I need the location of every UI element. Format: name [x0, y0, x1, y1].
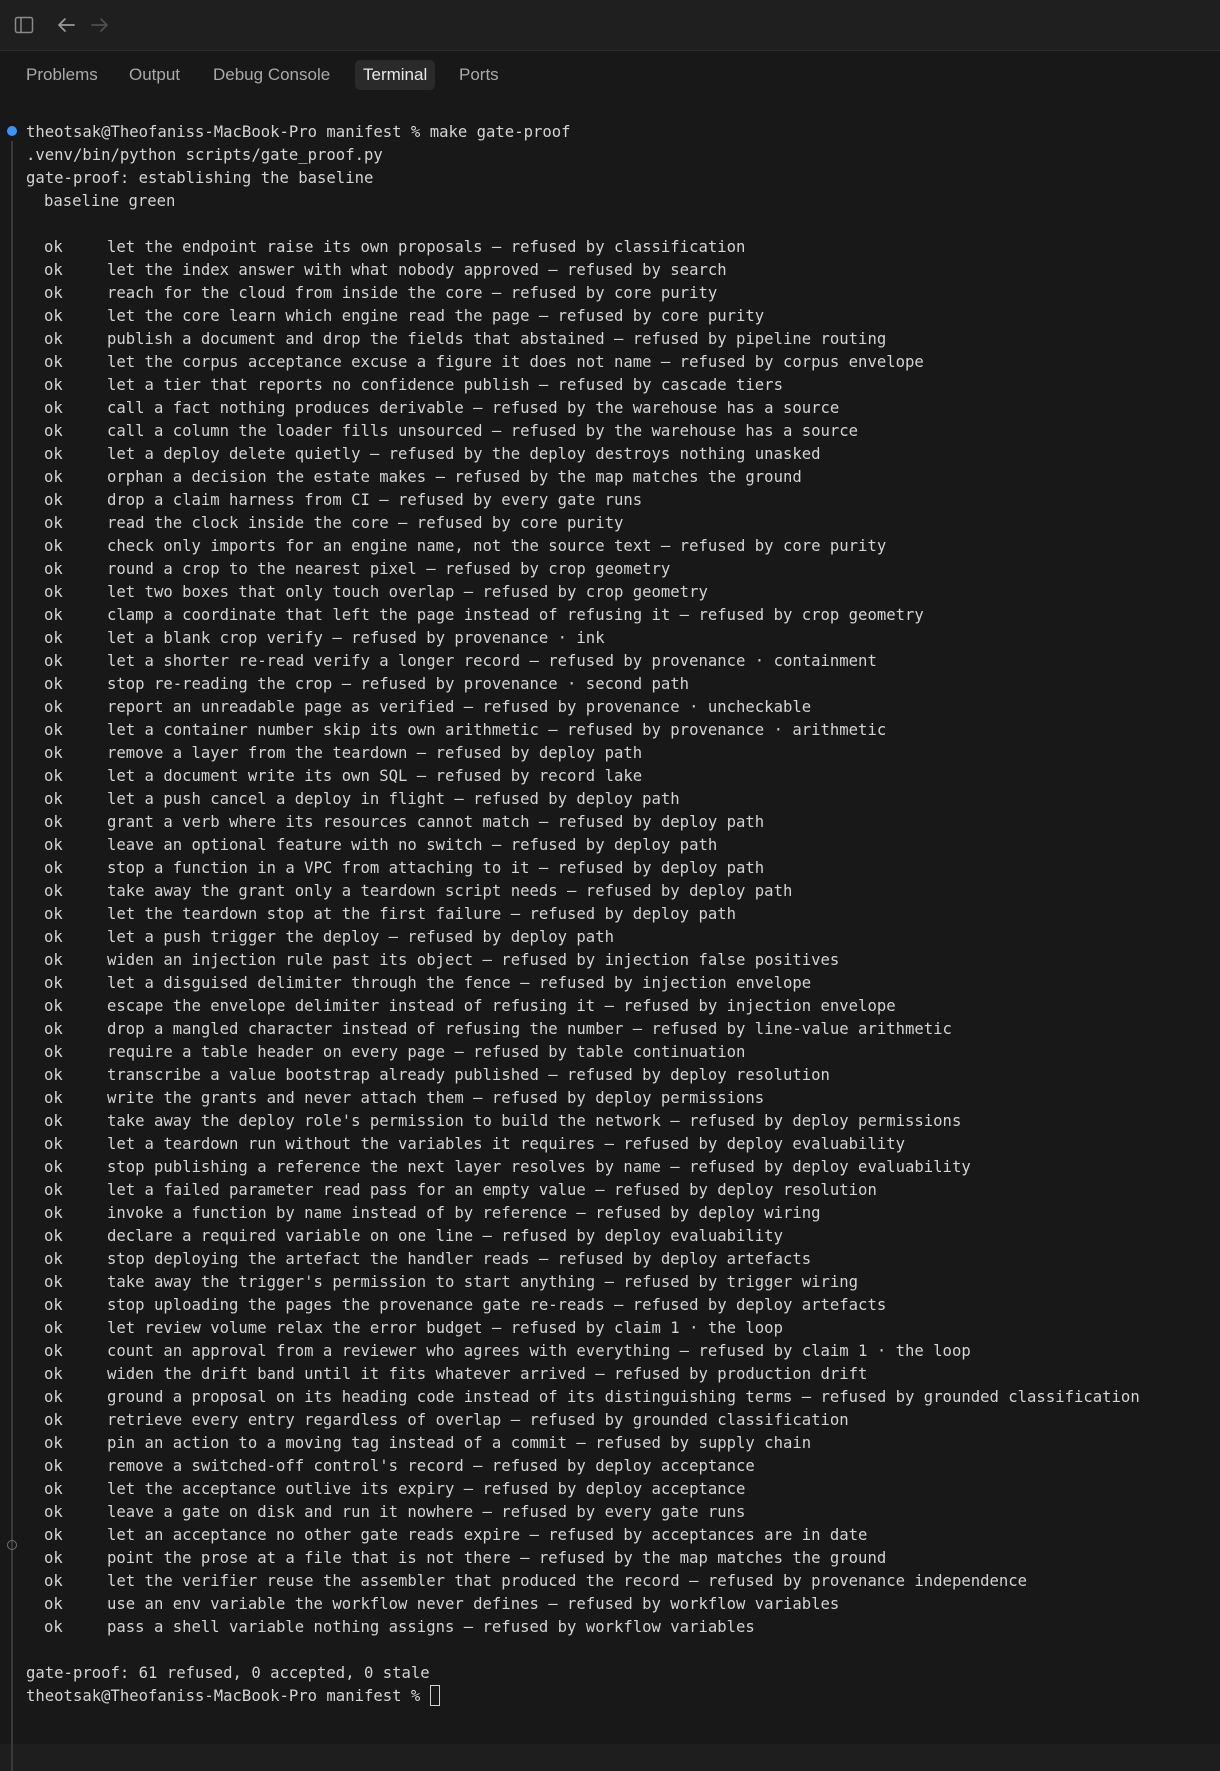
result-line — [26, 489, 1140, 512]
result-text: let a container number skip its own arithmetic — refused by provenance · arithmetic — [107, 721, 887, 739]
result-text: let the corpus acceptance excuse a figure it does not name — refused by corpus envelope — [107, 353, 924, 371]
result-line — [26, 443, 1140, 466]
result-text: drop a mangled character instead of refusing the number — refused by line-value arithmetic — [107, 1020, 952, 1038]
result-line — [26, 1501, 1140, 1524]
result-text: let a shorter re-read verify a longer record — refused by provenance · containment — [107, 652, 877, 670]
result-line — [26, 1616, 1140, 1639]
tab-ports[interactable]: Ports — [459, 65, 499, 84]
result-status: ok — [44, 307, 63, 325]
result-text: let a tier that reports no confidence publish — refused by cascade tiers — [107, 376, 783, 394]
summary-line: gate-proof: 61 refused, 0 accepted, 0 stale — [26, 1664, 430, 1682]
result-status: ok — [44, 1135, 63, 1153]
result-text: retrieve every entry regardless of overlap — refused by grounded classification — [107, 1411, 849, 1429]
result-text: drop a claim harness from CI — refused by every gate runs — [107, 491, 643, 509]
result-line — [26, 1478, 1140, 1501]
result-status: ok — [44, 537, 63, 555]
result-text: leave an optional feature with no switch — refused by deploy path — [107, 836, 718, 854]
result-line — [26, 1179, 1140, 1202]
result-line — [26, 857, 1140, 880]
result-status: ok — [44, 1089, 63, 1107]
result-text: pin an action to a moving tag instead of a commit — refused by supply chain — [107, 1434, 812, 1452]
result-text: stop deploying the artefact the handler reads — refused by deploy artefacts — [107, 1250, 812, 1268]
result-text: pass a shell variable nothing assigns — refused by workflow variables — [107, 1618, 755, 1636]
result-line — [26, 1133, 1140, 1156]
result-status: ok — [44, 1158, 63, 1176]
result-status: ok — [44, 376, 63, 394]
result-line — [26, 926, 1140, 949]
result-text: call a fact nothing produces derivable — refused by the warehouse has a source — [107, 399, 840, 417]
result-line — [26, 788, 1140, 811]
terminal-panel[interactable] — [0, 97, 1220, 1744]
result-text: round a crop to the nearest pixel — refused by crop geometry — [107, 560, 671, 578]
result-text: let the acceptance outlive its expiry — refused by deploy acceptance — [107, 1480, 746, 1498]
result-text: stop re-reading the crop — refused by provenance · second path — [107, 675, 690, 693]
result-status: ok — [44, 882, 63, 900]
result-status: ok — [44, 675, 63, 693]
result-status: ok — [44, 399, 63, 417]
result-text: check only imports for an engine name, not the source text — refused by core purity — [107, 537, 887, 555]
result-text: leave a gate on disk and run it nowhere — refused by every gate runs — [107, 1503, 746, 1521]
result-text: stop publishing a reference the next layer resolves by name — refused by deploy evaluability — [107, 1158, 971, 1176]
result-status: ok — [44, 997, 63, 1015]
result-line — [26, 420, 1140, 443]
result-status: ok — [44, 1181, 63, 1199]
result-status: ok — [44, 514, 63, 532]
result-text: let a push trigger the deploy — refused by deploy path — [107, 928, 614, 946]
result-line — [26, 1248, 1140, 1271]
result-status: ok — [44, 1204, 63, 1222]
result-line — [26, 305, 1140, 328]
result-status: ok — [44, 1273, 63, 1291]
result-line — [26, 1110, 1140, 1133]
prompt-line[interactable] — [26, 1685, 1140, 1708]
result-line — [26, 282, 1140, 305]
result-status: ok — [44, 790, 63, 808]
result-text: stop uploading the pages the provenance gate re-reads — refused by deploy artefacts — [107, 1296, 887, 1314]
result-line — [26, 880, 1140, 903]
result-text: remove a switched-off control's record — refused by deploy acceptance — [107, 1457, 755, 1475]
output-line: .venv/bin/python scripts/gate_proof.py — [26, 146, 383, 164]
result-text: count an approval from a reviewer who agrees with everything — refused by claim 1 · the loop — [107, 1342, 971, 1360]
result-text: let a deploy delete quietly — refused by the deploy destroys nothing unasked — [107, 445, 821, 463]
result-status: ok — [44, 1388, 63, 1406]
result-text: escape the envelope delimiter instead of refusing it — refused by injection envelope — [107, 997, 896, 1015]
result-text: declare a required variable on one line — refused by deploy evaluability — [107, 1227, 783, 1245]
result-text: let review volume relax the error budget — refused by claim 1 · the loop — [107, 1319, 783, 1337]
result-status: ok — [44, 974, 63, 992]
result-line — [26, 1432, 1140, 1455]
result-text: reach for the cloud from inside the core — refused by core purity — [107, 284, 718, 302]
result-status: ok — [44, 767, 63, 785]
result-status: ok — [44, 1434, 63, 1452]
result-status: ok — [44, 859, 63, 877]
result-status: ok — [44, 1526, 63, 1544]
result-line — [26, 397, 1140, 420]
result-line — [26, 374, 1140, 397]
result-text: let the endpoint raise its own proposals — refused by classification — [107, 238, 746, 256]
result-line — [26, 1225, 1140, 1248]
result-line — [26, 834, 1140, 857]
result-text: take away the trigger's permission to start anything — refused by trigger wiring — [107, 1273, 859, 1291]
result-text: invoke a function by name instead of by reference — refused by deploy wiring — [107, 1204, 821, 1222]
result-line — [26, 742, 1140, 765]
result-status: ok — [44, 629, 63, 647]
result-text: let the index answer with what nobody approved — refused by search — [107, 261, 727, 279]
result-text: let two boxes that only touch overlap — refused by crop geometry — [107, 583, 708, 601]
result-status: ok — [44, 836, 63, 854]
result-status: ok — [44, 261, 63, 279]
results-list — [26, 236, 1140, 1639]
tab-terminal[interactable]: Terminal — [355, 60, 435, 90]
panel-tabs — [0, 51, 1220, 97]
result-text: let the verifier reuse the assembler that produced the record — refused by provenance independence — [107, 1572, 1028, 1590]
result-status: ok — [44, 1572, 63, 1590]
result-line — [26, 259, 1140, 282]
result-status: ok — [44, 422, 63, 440]
result-line — [26, 535, 1140, 558]
result-status: ok — [44, 606, 63, 624]
result-text: read the clock inside the core — refused by core purity — [107, 514, 624, 532]
result-line — [26, 1386, 1140, 1409]
result-line — [26, 1363, 1140, 1386]
command: make gate-proof — [429, 123, 571, 141]
result-status: ok — [44, 951, 63, 969]
result-line — [26, 1294, 1140, 1317]
result-status: ok — [44, 1112, 63, 1130]
result-text: report an unreadable page as verified — refused by provenance · uncheckable — [107, 698, 812, 716]
result-line — [26, 328, 1140, 351]
result-line — [26, 1409, 1140, 1432]
result-line — [26, 627, 1140, 650]
result-text: let the core learn which engine read the page — refused by core purity — [107, 307, 765, 325]
result-line — [26, 949, 1140, 972]
result-text: call a column the loader fills unsourced — refused by the warehouse has a source — [107, 422, 859, 440]
output-line: gate-proof: establishing the baseline — [26, 169, 374, 187]
result-text: take away the deploy role's permission to build the network — refused by deploy permissions — [107, 1112, 962, 1130]
result-line — [26, 765, 1140, 788]
result-status: ok — [44, 284, 63, 302]
result-status: ok — [44, 1296, 63, 1314]
result-line — [26, 236, 1140, 259]
arrow-right-icon[interactable] — [89, 14, 111, 36]
result-line — [26, 1593, 1140, 1616]
tab-problems[interactable]: Problems — [26, 65, 98, 84]
result-line — [26, 1271, 1140, 1294]
result-text: let the teardown stop at the first failure — refused by deploy path — [107, 905, 737, 923]
result-text: ground a proposal on its heading code instead of its distinguishing terms — refused by grounded classification — [107, 1388, 1140, 1406]
tab-debug-console[interactable]: Debug Console — [213, 65, 331, 84]
command-line — [26, 121, 1140, 144]
result-status: ok — [44, 813, 63, 831]
result-line — [26, 995, 1140, 1018]
result-status: ok — [44, 1503, 63, 1521]
result-line — [26, 1455, 1140, 1478]
result-status: ok — [44, 698, 63, 716]
result-line — [26, 1317, 1140, 1340]
result-line — [26, 719, 1140, 742]
result-line — [26, 351, 1140, 374]
result-status: ok — [44, 1549, 63, 1567]
terminal-output — [26, 121, 1140, 1708]
result-text: let a push cancel a deploy in flight — refused by deploy path — [107, 790, 680, 808]
result-status: ok — [44, 330, 63, 348]
result-text: let an acceptance no other gate reads expire — refused by acceptances are in date — [107, 1526, 868, 1544]
result-line — [26, 972, 1140, 995]
blank-line — [26, 213, 1140, 236]
result-text: let a teardown run without the variables it requires — refused by deploy evaluability — [107, 1135, 905, 1153]
result-text: require a table header on every page — refused by table continuation — [107, 1043, 746, 1061]
result-text: clamp a coordinate that left the page instead of refusing it — refused by crop geometry — [107, 606, 924, 624]
command-gutter-bar — [11, 141, 13, 1771]
result-line — [26, 512, 1140, 535]
result-status: ok — [44, 1066, 63, 1084]
baseline-line: baseline green — [44, 192, 176, 210]
result-line — [26, 1041, 1140, 1064]
result-status: ok — [44, 583, 63, 601]
result-text: stop a function in a VPC from attaching to it — refused by deploy path — [107, 859, 765, 877]
result-text: let a disguised delimiter through the fence — refused by injection envelope — [107, 974, 812, 992]
result-status: ok — [44, 905, 63, 923]
result-line — [26, 903, 1140, 926]
result-line — [26, 1570, 1140, 1593]
prompt: theotsak@Theofaniss-MacBook-Pro manifest % — [26, 1687, 430, 1705]
result-status: ok — [44, 721, 63, 739]
prompt: theotsak@Theofaniss-MacBook-Pro manifest % — [26, 123, 430, 141]
result-text: widen an injection rule past its object — refused by injection false positives — [107, 951, 840, 969]
result-status: ok — [44, 1227, 63, 1245]
result-text: let a document write its own SQL — refused by record lake — [107, 767, 643, 785]
result-status: ok — [44, 1020, 63, 1038]
result-line — [26, 1156, 1140, 1179]
result-line — [26, 811, 1140, 834]
result-text: point the prose at a file that is not there — refused by the map matches the ground — [107, 1549, 887, 1567]
result-status: ok — [44, 652, 63, 670]
result-text: write the grants and never attach them — refused by deploy permissions — [107, 1089, 765, 1107]
result-text: remove a layer from the teardown — refused by deploy path — [107, 744, 643, 762]
result-status: ok — [44, 744, 63, 762]
result-line — [26, 581, 1140, 604]
result-text: use an env variable the workflow never defines — refused by workflow variables — [107, 1595, 840, 1613]
command-idle-dot — [7, 1540, 17, 1550]
result-text: let a failed parameter read pass for an empty value — refused by deploy resolution — [107, 1181, 877, 1199]
result-status: ok — [44, 491, 63, 509]
result-line — [26, 650, 1140, 673]
result-text: take away the grant only a teardown script needs — refused by deploy path — [107, 882, 793, 900]
result-status: ok — [44, 1043, 63, 1061]
result-status: ok — [44, 353, 63, 371]
result-status: ok — [44, 1319, 63, 1337]
terminal-cursor — [430, 1685, 440, 1706]
result-line — [26, 696, 1140, 719]
result-text: publish a document and drop the fields that abstained — refused by pipeline routing — [107, 330, 887, 348]
result-line — [26, 1202, 1140, 1225]
result-line — [26, 673, 1140, 696]
result-text: orphan a decision the estate makes — refused by the map matches the ground — [107, 468, 802, 486]
result-status: ok — [44, 1250, 63, 1268]
result-status: ok — [44, 1595, 63, 1613]
result-status: ok — [44, 928, 63, 946]
result-text: widen the drift band until it fits whatever arrived — refused by production drift — [107, 1365, 868, 1383]
result-text: grant a verb where its resources cannot match — refused by deploy path — [107, 813, 765, 831]
result-status: ok — [44, 1618, 63, 1636]
result-line — [26, 466, 1140, 489]
tab-output[interactable]: Output — [129, 65, 181, 84]
result-status: ok — [44, 1411, 63, 1429]
result-status: ok — [44, 445, 63, 463]
result-line — [26, 604, 1140, 627]
result-status: ok — [44, 1342, 63, 1360]
result-status: ok — [44, 1457, 63, 1475]
title-bar — [0, 0, 1220, 51]
result-text: let a blank crop verify — refused by provenance · ink — [107, 629, 605, 647]
result-status: ok — [44, 1480, 63, 1498]
result-status: ok — [44, 238, 63, 256]
blank-line — [26, 1639, 1140, 1662]
result-line — [26, 1087, 1140, 1110]
result-line — [26, 1018, 1140, 1041]
result-line — [26, 1064, 1140, 1087]
result-line — [26, 1340, 1140, 1363]
result-line — [26, 1547, 1140, 1570]
result-line — [26, 558, 1140, 581]
result-status: ok — [44, 560, 63, 578]
result-status: ok — [44, 468, 63, 486]
sidebar-toggle-icon[interactable] — [13, 14, 35, 36]
result-text: transcribe a value bootstrap already published — refused by deploy resolution — [107, 1066, 830, 1084]
command-success-dot[interactable] — [7, 126, 17, 136]
result-line — [26, 1524, 1140, 1547]
arrow-left-icon[interactable] — [55, 14, 77, 36]
result-status: ok — [44, 1365, 63, 1383]
